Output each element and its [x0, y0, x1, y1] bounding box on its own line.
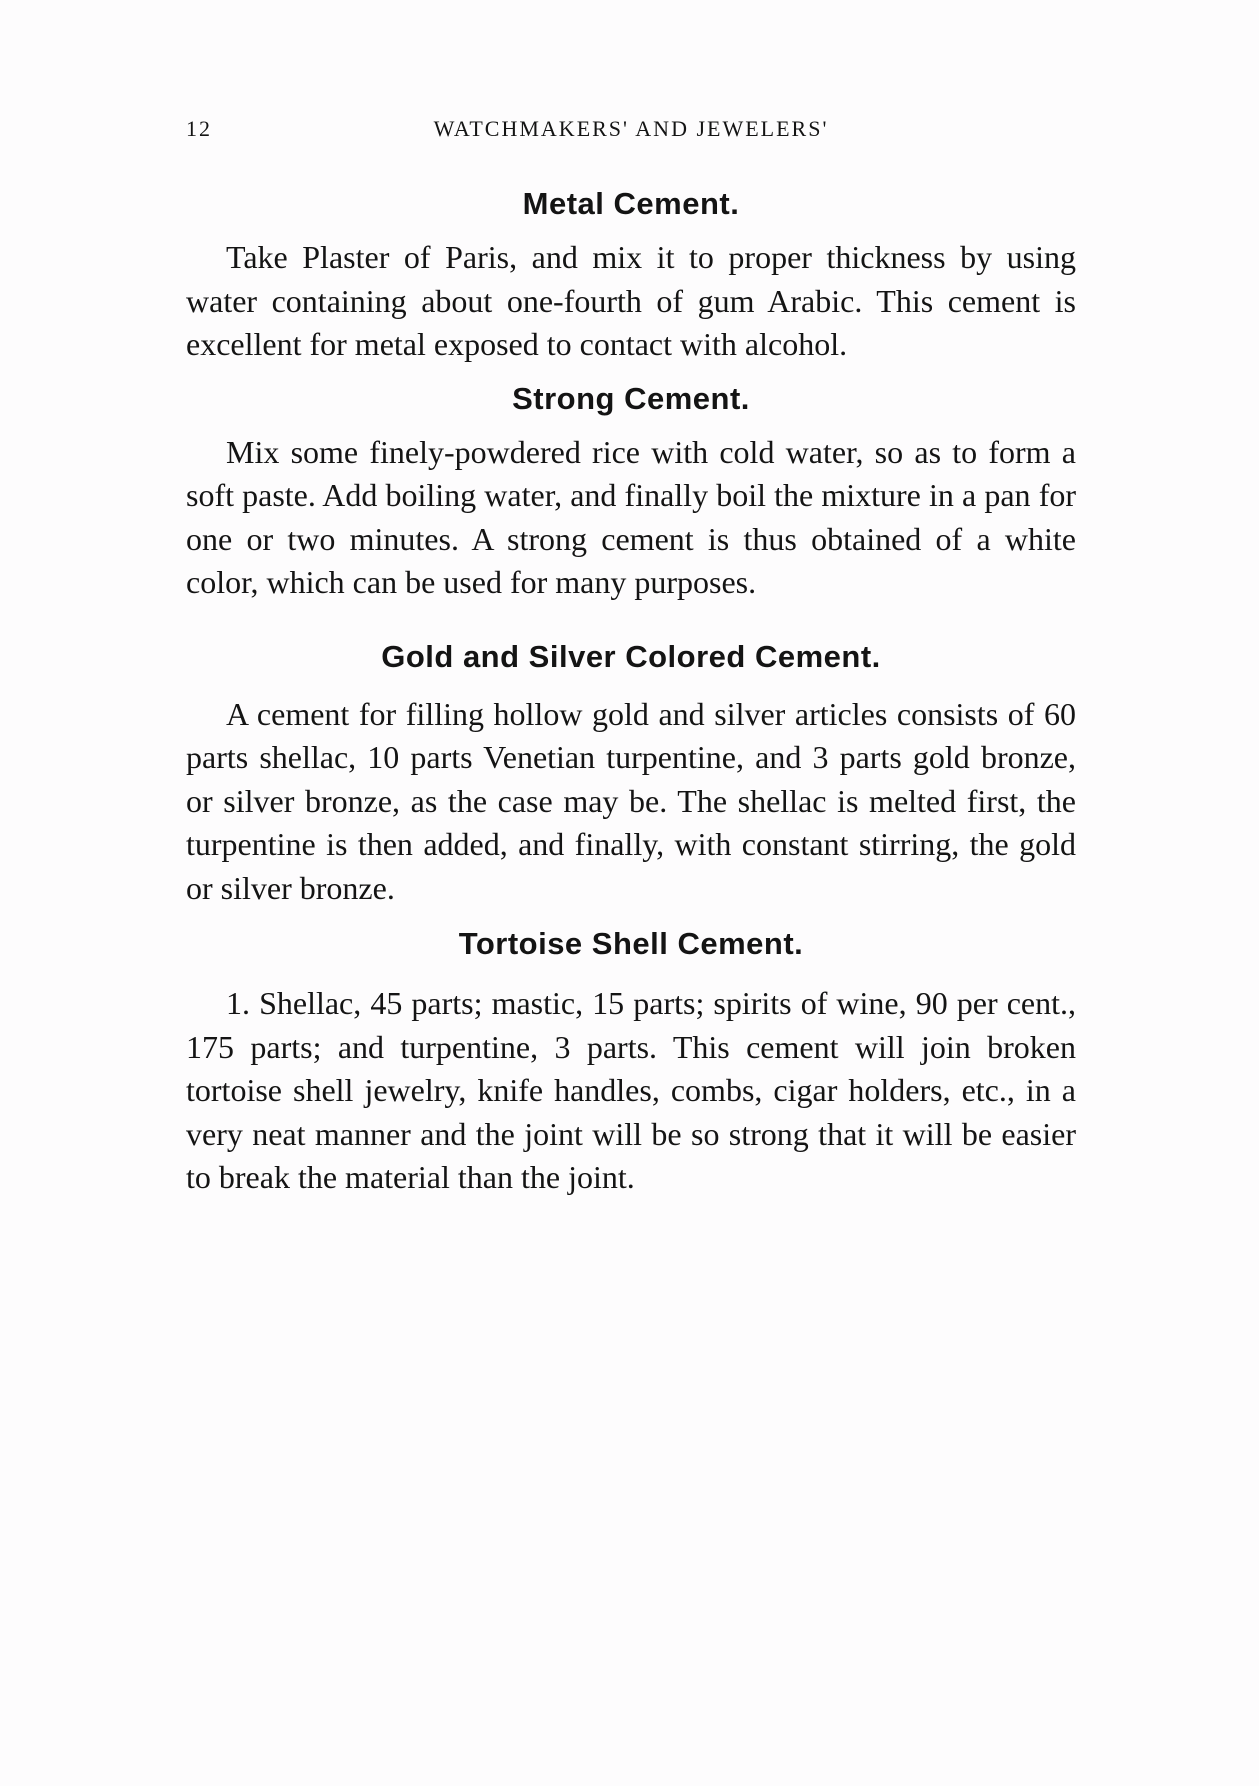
- section-paragraph: Take Plaster of Paris, and mix it to proper thickness by using water containing about one-fourth of gum Arabic. This cement is excellent for metal exposed to contact with alcohol.: [186, 239, 1076, 362]
- page-header: [186, 116, 1076, 150]
- running-title: WATCHMAKERS' AND JEWELERS': [433, 116, 829, 141]
- section-tortoise-shell-cement: [186, 918, 1076, 1200]
- section-paragraph: 1. Shellac, 45 parts; mastic, 15 parts; spirits of wine, 90 per cent., 175 parts; and turpentine, 3 parts. This cement will join broken tortoise shell jewelry, knife handles, combs, cigar holders, etc., in a very neat manner and the joint will be so strong that it will be easier to break the material than the joint.: [186, 985, 1076, 1195]
- page-number: 12: [186, 116, 212, 141]
- section-heading: Metal Cement.: [522, 186, 740, 221]
- section-paragraph: A cement for filling hollow gold and silver articles consists of 60 parts shellac, 10 parts Venetian turpentine, and 3 parts gold bronze, or silver bronze, as the case may be. The shellac is melted first, the turpentine is then added, and finally, with constant stirring, the gold or silver bronze.: [186, 695, 1076, 906]
- section-paragraph: Mix some finely-powdered rice with cold water, so as to form a soft paste. Add boiling water, and finally boil the mixture in a pan for one or two minutes. A strong cement is thus obtained of a white color, which can be used for many purposes.: [186, 433, 1076, 600]
- section-heading: Gold and Silver Colored Cement.: [381, 638, 881, 674]
- section-heading: Tortoise Shell Cement.: [458, 926, 804, 961]
- section-heading: Strong Cement.: [512, 380, 750, 416]
- section-metal-cement: [186, 178, 1076, 367]
- section-gold-silver-cement: [186, 631, 1076, 911]
- section-strong-cement: [186, 373, 1076, 605]
- page-body: [186, 178, 1076, 1200]
